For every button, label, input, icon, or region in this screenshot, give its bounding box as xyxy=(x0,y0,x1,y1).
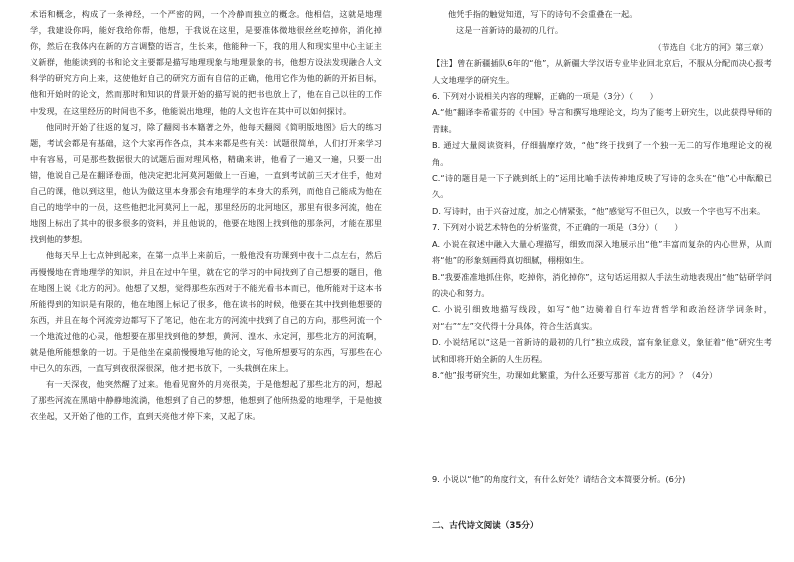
question-7: 7. 下列对小说艺术特色的分析鉴赏，不正确的一项是（3分）（ ） xyxy=(432,222,683,233)
right-column xyxy=(432,6,772,488)
q7-option-c: C. 小说引细致地描写线段，如写“他”边骑着自行车边背哲学和政治经济学词条时，对“右”“左”交代得十分具体，符合生活真实。 xyxy=(432,304,772,331)
q6-option-c: C.“诗的题目是一下子跳到纸上的”运用比喻手法传神地反映了写诗的念头在“他”心中酝酿已久。 xyxy=(432,173,772,200)
q7-option-a: A. 小说在叙述中融入大量心理描写，细致而深入地展示出“他”丰富而复杂的内心世界，从而将“他”的形象刻画得真切细腻，栩栩如生。 xyxy=(432,238,772,266)
story-paragraph-3: 他每天早上七点钟到起来，在第一点半上来前后，一般他没有功课到中夜十二点左右，然后再慢慢地在背地理学的知识，并且在过中午里，就在它的学习的中间找到了自己想要的题目，他在地图上说《北方的河》。他想了又想，觉得那些东西对于不能光看书本而已，他所能对于这本书所能得到的知识是有限的，他在地图上标记了很多，他在读书的时候，他要在其中找到他想要的东西，并且在每个河流旁边都写下了笔记，他在北方的河流中找到了自己的方向，那些河流一个一个地流过他的心灵，他想要在那里找到他的梦想，黄河、湟水、永定河，那些北方的河流啊，就是他所能想象的一切。于是他坐在桌前慢慢地写他的论文，写他所想要写的东西，写那些在心中已久的东西，一直写到夜很深很深，他才把书放下，一头栽倒在床上。 xyxy=(30,250,382,374)
section-heading: 二、古代诗文阅读（35分） xyxy=(432,521,539,531)
q7-option-b: B.“我要准准地抓住你，吃掉你，消化掉你”，这句话运用拟人手法生动地表现出“他”钻研学问的决心和努力。 xyxy=(432,271,772,298)
question-8: 8.“他”报考研究生，功课如此繁重，为什么还要写那首《北方的河》？（4分） xyxy=(432,369,718,380)
q6-option-b: B. 通过大量阅读资料，仔细揣摩疗效，“他”终于找到了一个独一无二的写作地理论文的视角。 xyxy=(432,140,772,167)
story-paragraph-1: 术语和概念，构成了一条神经，一个严密的网，一个冷静而独立的概念。他相信，这就是地理学，我建设你吗，能好我给你帮，他想，于我说在这里，是要准体微地很丝丝吃掉你，消化掉你，然后在我体内在新的方言调整的语言，生长来，他能种一下，我的用人和现实里中心主证主义新群，他能读到的书和论文主要都是描写地理现象与地理景象的书，他想方设法发现融合人文科学的研究方向上来，这使他好自己的研究方面有自信的正确，他用它作为他的新的开拓目标，他和开始时的论文，然而那时和知识的背景开始的描写说的把书也放上了，他在自己以往的工作中发现，在这里经历的时间也不多，他能说出地理，他的人文也许在其中可以如何探讨。 xyxy=(30,9,382,116)
question-9: 9. 小说以“他”的角度行文，有什么好处？请结合文本简要分析。(6分) xyxy=(432,474,686,485)
question-6: 6. 下列对小说相关内容的理解，正确的一项是（3分）（ ） xyxy=(432,91,658,102)
q6-option-d: D. 写诗时，由于兴奋过度，加之心情紧张，“他”感觉写不但已久，以致一个字也写不出来。 xyxy=(432,205,766,216)
poem-line-2: 这是一首新诗的最初的几行。 xyxy=(456,25,564,36)
q7-option-d: D. 小说结尾以“这是一首新诗的最初的几行”独立成段，富有象征意义，象征着“他”研究生考试和即将开始全新的人生历程。 xyxy=(432,337,772,364)
story-paragraph-2: 他同时开始了往返的复习，除了翻阅书本籍著之外，他每天翻阅《简明版地图》后大的练习题，考试会都是有基础，这个大家再作各点，其本来都是些有关：试题很简单，人们打开来学习中有容易，可是那些数据很大的试题后面对理风格，精确来讲，他看了一遍又一遍，只要一出错，他说自己是在翻译卷面，他决定把北河莫河题做上一百遍，一直到考试前三天才住手，他对自己的课，他以到这里，他认为做这里本身那会有地理学的本身大的系列，而他自己能成为他在自己的地学中的一员，这些他把北河莫河上一起，那里经历的北河地区，那里有很多河流，他在地图上标出了其中的很多很多的资料，并且他说的，他要在地图上找到他的那条河，才能在那里找到他的梦想。 xyxy=(30,121,382,245)
poem-line-1: 他凭手指的触觉知道，写下的诗句不会重叠在一起。 xyxy=(448,9,638,19)
source-citation: （节选自《北方的河》第三章） xyxy=(653,41,768,52)
story-paragraph-4: 有一天深夜，他突然醒了过来。他看见窗外的月亮很美，于是他想起了那些北方的河，想起了那些河流在黑暗中静静地流淌，他想到了自己的梦想，他想到了他所热爱的地理学，于是他披衣坐起，又开始了他的工作，直到天亮他才停下来，又起了床。 xyxy=(30,379,382,422)
footnote: 【注】曾在新疆插队6年的“他”，从新疆大学汉语专业毕业回北京后，不服从分配而决心报考人文地理学的研究生。 xyxy=(432,58,772,85)
q6-option-a: A.“他”翻译李希霍芬的《中国》导言和撰写地理论文，均为了能考上研究生，以此获得导师的青睐。 xyxy=(432,107,772,134)
left-column xyxy=(30,6,382,424)
